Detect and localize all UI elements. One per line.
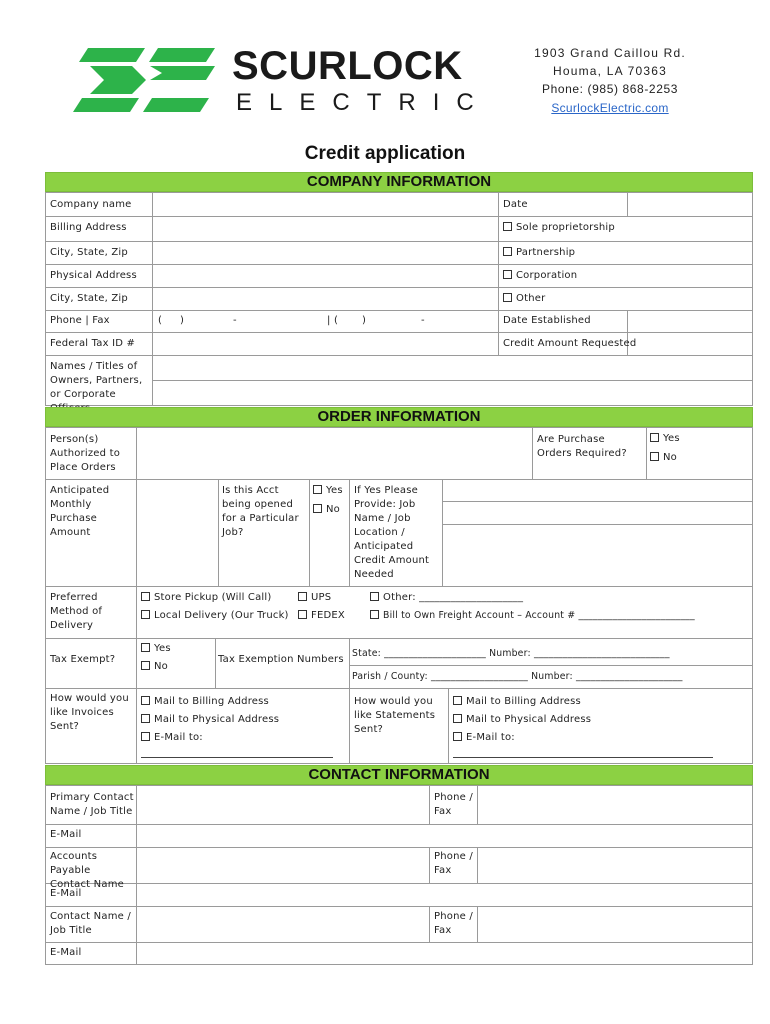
inv-email-label: E-Mail to: [154,732,203,743]
anticipated-label: Anticipated Monthly Purchase Amount [50,485,110,538]
persons-authorized-label: Person(s) Authorized to Place Orders [50,434,121,473]
bill-own-option[interactable] [370,609,695,623]
fedex-label: FEDEX [311,610,345,621]
sole-prop-label: Sole proprietorship [516,222,615,233]
inv-mail-billing-label: Mail to Billing Address [154,696,269,707]
po-no-label: No [663,452,677,463]
ups-label: UPS [311,592,332,603]
tax-yes-checkbox[interactable] [141,643,150,652]
names-titles-label: Names / Titles of Owners, Partners, or Corporate [50,361,143,400]
tax-no-option[interactable] [141,660,168,674]
tax-exempt-label: Tax Exempt? [50,654,116,665]
po-required-label: Are Purchase Orders Required? [537,434,627,459]
parish-number-line[interactable]: Parish / County: ____________________ Number: ______________________ [352,671,683,682]
ups-checkbox[interactable] [298,592,307,601]
fedex-checkbox[interactable] [298,610,307,619]
fax-paren-close: ) [362,315,367,326]
billing-address-input[interactable] [154,218,496,239]
other-delivery-label: Other: ____________________ [383,592,524,603]
fax-dash: - [421,315,425,326]
invoices-label: How would you like Invoices Sent? [50,693,129,732]
sole-prop-checkbox[interactable] [503,222,512,231]
ap-contact-label: Accounts Payable Contact Name [50,851,124,890]
stm-mail-physical-checkbox[interactable] [453,714,462,723]
phone-paren-open: ( [158,315,163,326]
corporation-option[interactable] [503,269,577,283]
job-no-label: No [326,504,340,515]
ap-phone-fax-label: Phone / Fax [434,851,473,876]
job-yes-label: Yes [326,485,343,496]
company-name-input[interactable] [154,194,496,214]
sole-prop-option[interactable] [503,221,615,235]
scurlock-logo-mark [70,44,230,116]
po-yes-label: Yes [663,433,680,444]
phone-line: Phone: (985) 868-2253 [541,82,679,96]
email-label-1: E-Mail [50,829,82,840]
other-option[interactable] [503,292,545,306]
city-label-1: City, State, Zip [50,247,128,258]
partnership-option[interactable] [503,246,575,260]
partnership-checkbox[interactable] [503,247,512,256]
tax-yes-option[interactable] [141,642,171,656]
other-checkbox[interactable] [503,293,512,302]
email-label-2: E-Mail [50,888,82,899]
primary-contact-label: Primary Contact Name / Job Title [50,792,134,817]
tax-no-checkbox[interactable] [141,661,150,670]
inv-email-underline[interactable] [141,757,333,758]
inv-email-checkbox[interactable] [141,732,150,741]
other-delivery-option[interactable] [370,591,523,605]
job-no-checkbox[interactable] [313,504,322,513]
page-title: Credit application [304,143,466,164]
statements-label: How would you like Statements Sent? [354,696,436,735]
store-pickup-option[interactable] [141,591,272,605]
local-delivery-option[interactable] [141,609,289,623]
stm-mail-physical-option[interactable] [453,713,591,727]
credit-amount-label: Credit Amount Requested [503,338,637,349]
logo-word-scurlock: SCURLOCK [232,44,463,88]
tax-numbers-label: Tax Exemption Numbers [218,654,344,665]
corporation-label: Corporation [516,270,578,281]
local-delivery-checkbox[interactable] [141,610,150,619]
state-number-line[interactable]: State: _____________________ Number: ____________________________ [352,648,670,659]
phone-dash: - [233,315,237,326]
local-delivery-label: Local Delivery (Our Truck) [154,610,289,621]
address-line-2: Houma, LA 70363 [552,64,668,78]
contact-info-heading: CONTACT INFORMATION [45,765,753,785]
contact-phone-fax-label: Phone / Fax [434,911,473,936]
fax-separator: | ( [327,315,339,326]
phone-paren-close: ) [180,315,185,326]
ups-option[interactable] [298,591,331,605]
company-info-heading: COMPANY INFORMATION [45,172,753,192]
tax-yes-label: Yes [154,643,171,654]
inv-mail-physical-checkbox[interactable] [141,714,150,723]
inv-mail-physical-option[interactable] [141,713,279,727]
if-yes-label: If Yes Please Provide: Job Name / Job Location / Anticipated Credit Amount Needed [354,485,430,580]
stm-email-underline[interactable] [453,757,713,758]
partnership-label: Partnership [516,247,576,258]
bill-own-label: Bill to Own Freight Account – Account # ________________________ [383,610,695,621]
corporation-checkbox[interactable] [503,270,512,279]
company-name-label: Company name [50,199,132,210]
job-yes-checkbox[interactable] [313,485,322,494]
other-delivery-checkbox[interactable] [370,592,379,601]
contact-table [45,785,753,965]
inv-mail-physical-label: Mail to Physical Address [154,714,280,725]
store-pickup-checkbox[interactable] [141,592,150,601]
federal-tax-label: Federal Tax ID # [50,338,136,349]
logo-word-electric: ELECTRIC [236,89,491,116]
inv-mail-billing-option[interactable] [141,695,269,709]
po-no-checkbox[interactable] [650,452,659,461]
fedex-option[interactable] [298,609,345,623]
stm-mail-billing-checkbox[interactable] [453,696,462,705]
phone-fax-label: Phone | Fax [50,315,110,326]
store-pickup-label: Store Pickup (Will Call) [154,592,272,603]
physical-address-label: Physical Address [50,270,137,281]
primary-phone-fax-label: Phone / Fax [434,792,473,817]
bill-own-checkbox[interactable] [370,610,379,619]
date-input[interactable] [629,194,751,214]
stm-email-label: E-Mail to: [466,732,515,743]
website-link[interactable]: ScurlockElectric.com [551,101,669,115]
inv-email-option[interactable] [141,731,203,745]
email-label-3: E-Mail [50,947,82,958]
job-yes-option[interactable] [313,484,343,498]
other-label: Other [516,293,546,304]
tax-no-label: No [154,661,168,672]
stm-mail-billing-option[interactable] [453,695,581,709]
po-yes-option[interactable] [650,432,680,446]
po-no-option[interactable] [650,451,677,465]
preferred-delivery-label: Preferred Method of Delivery [50,592,103,631]
date-established-label: Date Established [503,315,591,326]
city-label-2: City, State, Zip [50,293,128,304]
address-line-1: 1903 Grand Caillou Rd. [534,46,686,60]
stm-mail-physical-label: Mail to Physical Address [466,714,592,725]
stm-email-checkbox[interactable] [453,732,462,741]
order-info-heading: ORDER INFORMATION [45,407,753,427]
inv-mail-billing-checkbox[interactable] [141,696,150,705]
contact-name-label: Contact Name / Job Title [50,911,131,936]
stm-email-option[interactable] [453,731,515,745]
acct-opened-label: Is this Acct being opened for a Particular Job? [222,485,299,538]
job-no-option[interactable] [313,503,340,517]
po-yes-checkbox[interactable] [650,433,659,442]
date-label: Date [503,199,528,210]
stm-mail-billing-label: Mail to Billing Address [466,696,581,707]
billing-address-label: Billing Address [50,222,127,233]
